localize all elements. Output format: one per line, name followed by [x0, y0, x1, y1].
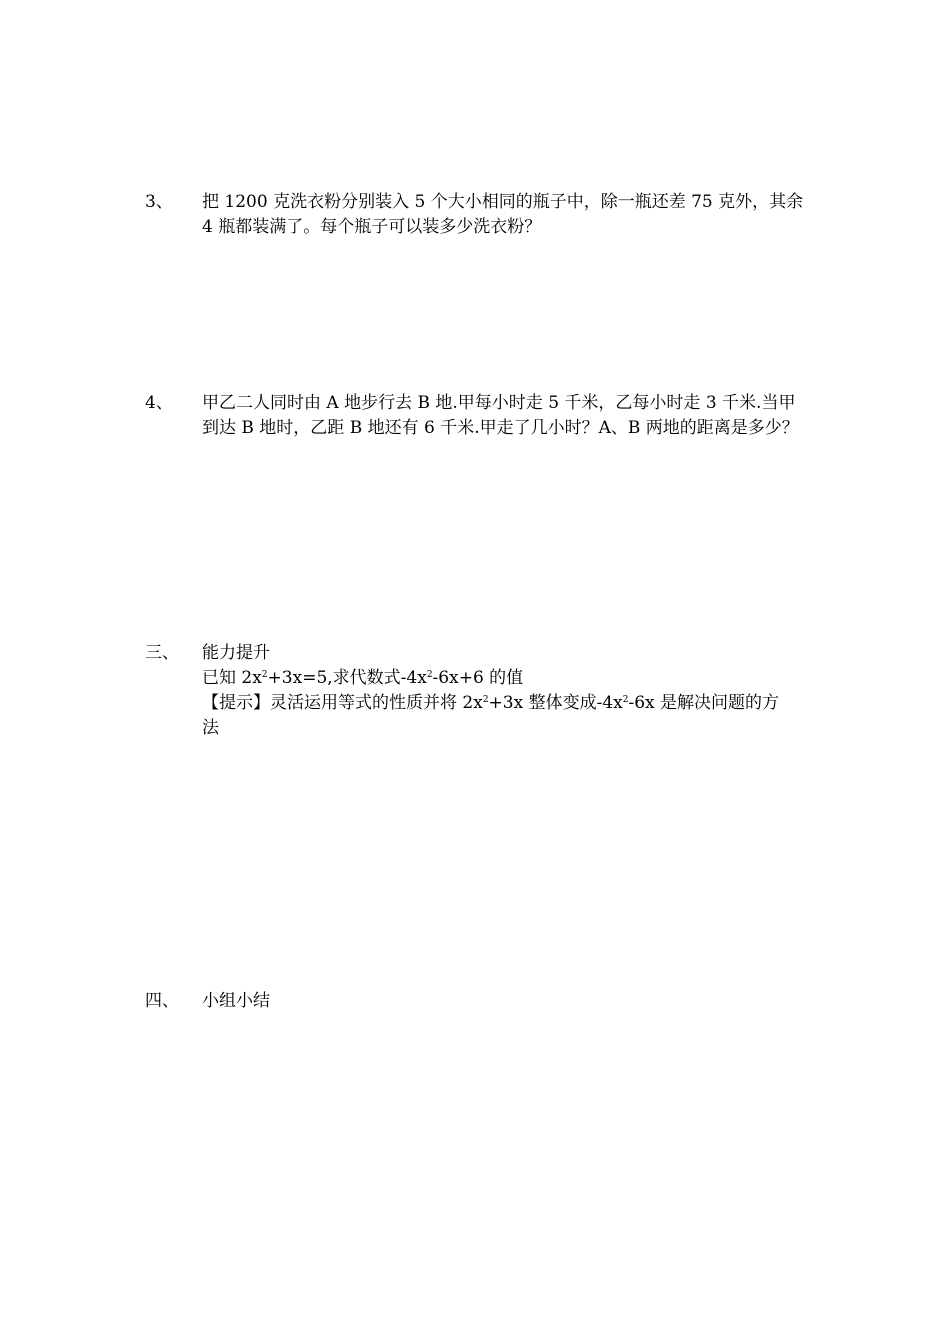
- question-line: 4 瓶都装满了。每个瓶子可以装多少洗衣粉？: [202, 217, 542, 237]
- question-line: 把 1200 克洗衣粉分别装入 5 个大小相同的瓶子中，除一瓶还差 75 克外，其余: [202, 192, 804, 212]
- question-text: [202, 391, 852, 441]
- question-number: 3、: [145, 192, 173, 212]
- problem-text: 已知 2x: [202, 668, 262, 688]
- exponent: 2: [622, 695, 629, 705]
- problem-text: -6x+6 的值: [432, 668, 524, 688]
- section-content: [202, 989, 852, 1014]
- hint-text: 【提示】灵活运用等式的性质并将 2x: [202, 693, 483, 713]
- hint-text: -6x 是解决问题的方: [628, 693, 780, 713]
- question-text: [202, 190, 852, 240]
- hint-text: +3x 整体变成-4x: [488, 693, 623, 713]
- exponent: 2: [426, 670, 433, 680]
- exponent: 2: [261, 670, 268, 680]
- hint-line: 法: [202, 718, 219, 738]
- section-title: 小组小结: [202, 991, 270, 1011]
- problem-text: +3x=5,求代数式-4x: [267, 668, 427, 688]
- section-title: 能力提升: [202, 643, 270, 663]
- question-line: 到达 B 地时，乙距 B 地还有 6 千米.甲走了几小时？A、B 两地的距离是多少？: [202, 418, 799, 438]
- section-number: 三、: [145, 643, 179, 663]
- exponent: 2: [482, 695, 489, 705]
- section-number: 四、: [145, 991, 179, 1011]
- problem-statement: [202, 666, 852, 691]
- question-number: 4、: [145, 393, 173, 413]
- hint-line: [202, 691, 852, 716]
- section-content: [202, 641, 852, 741]
- question-line: 甲乙二人同时由 A 地步行去 B 地.甲每小时走 5 千米，乙每小时走 3 千米.当甲: [202, 393, 796, 413]
